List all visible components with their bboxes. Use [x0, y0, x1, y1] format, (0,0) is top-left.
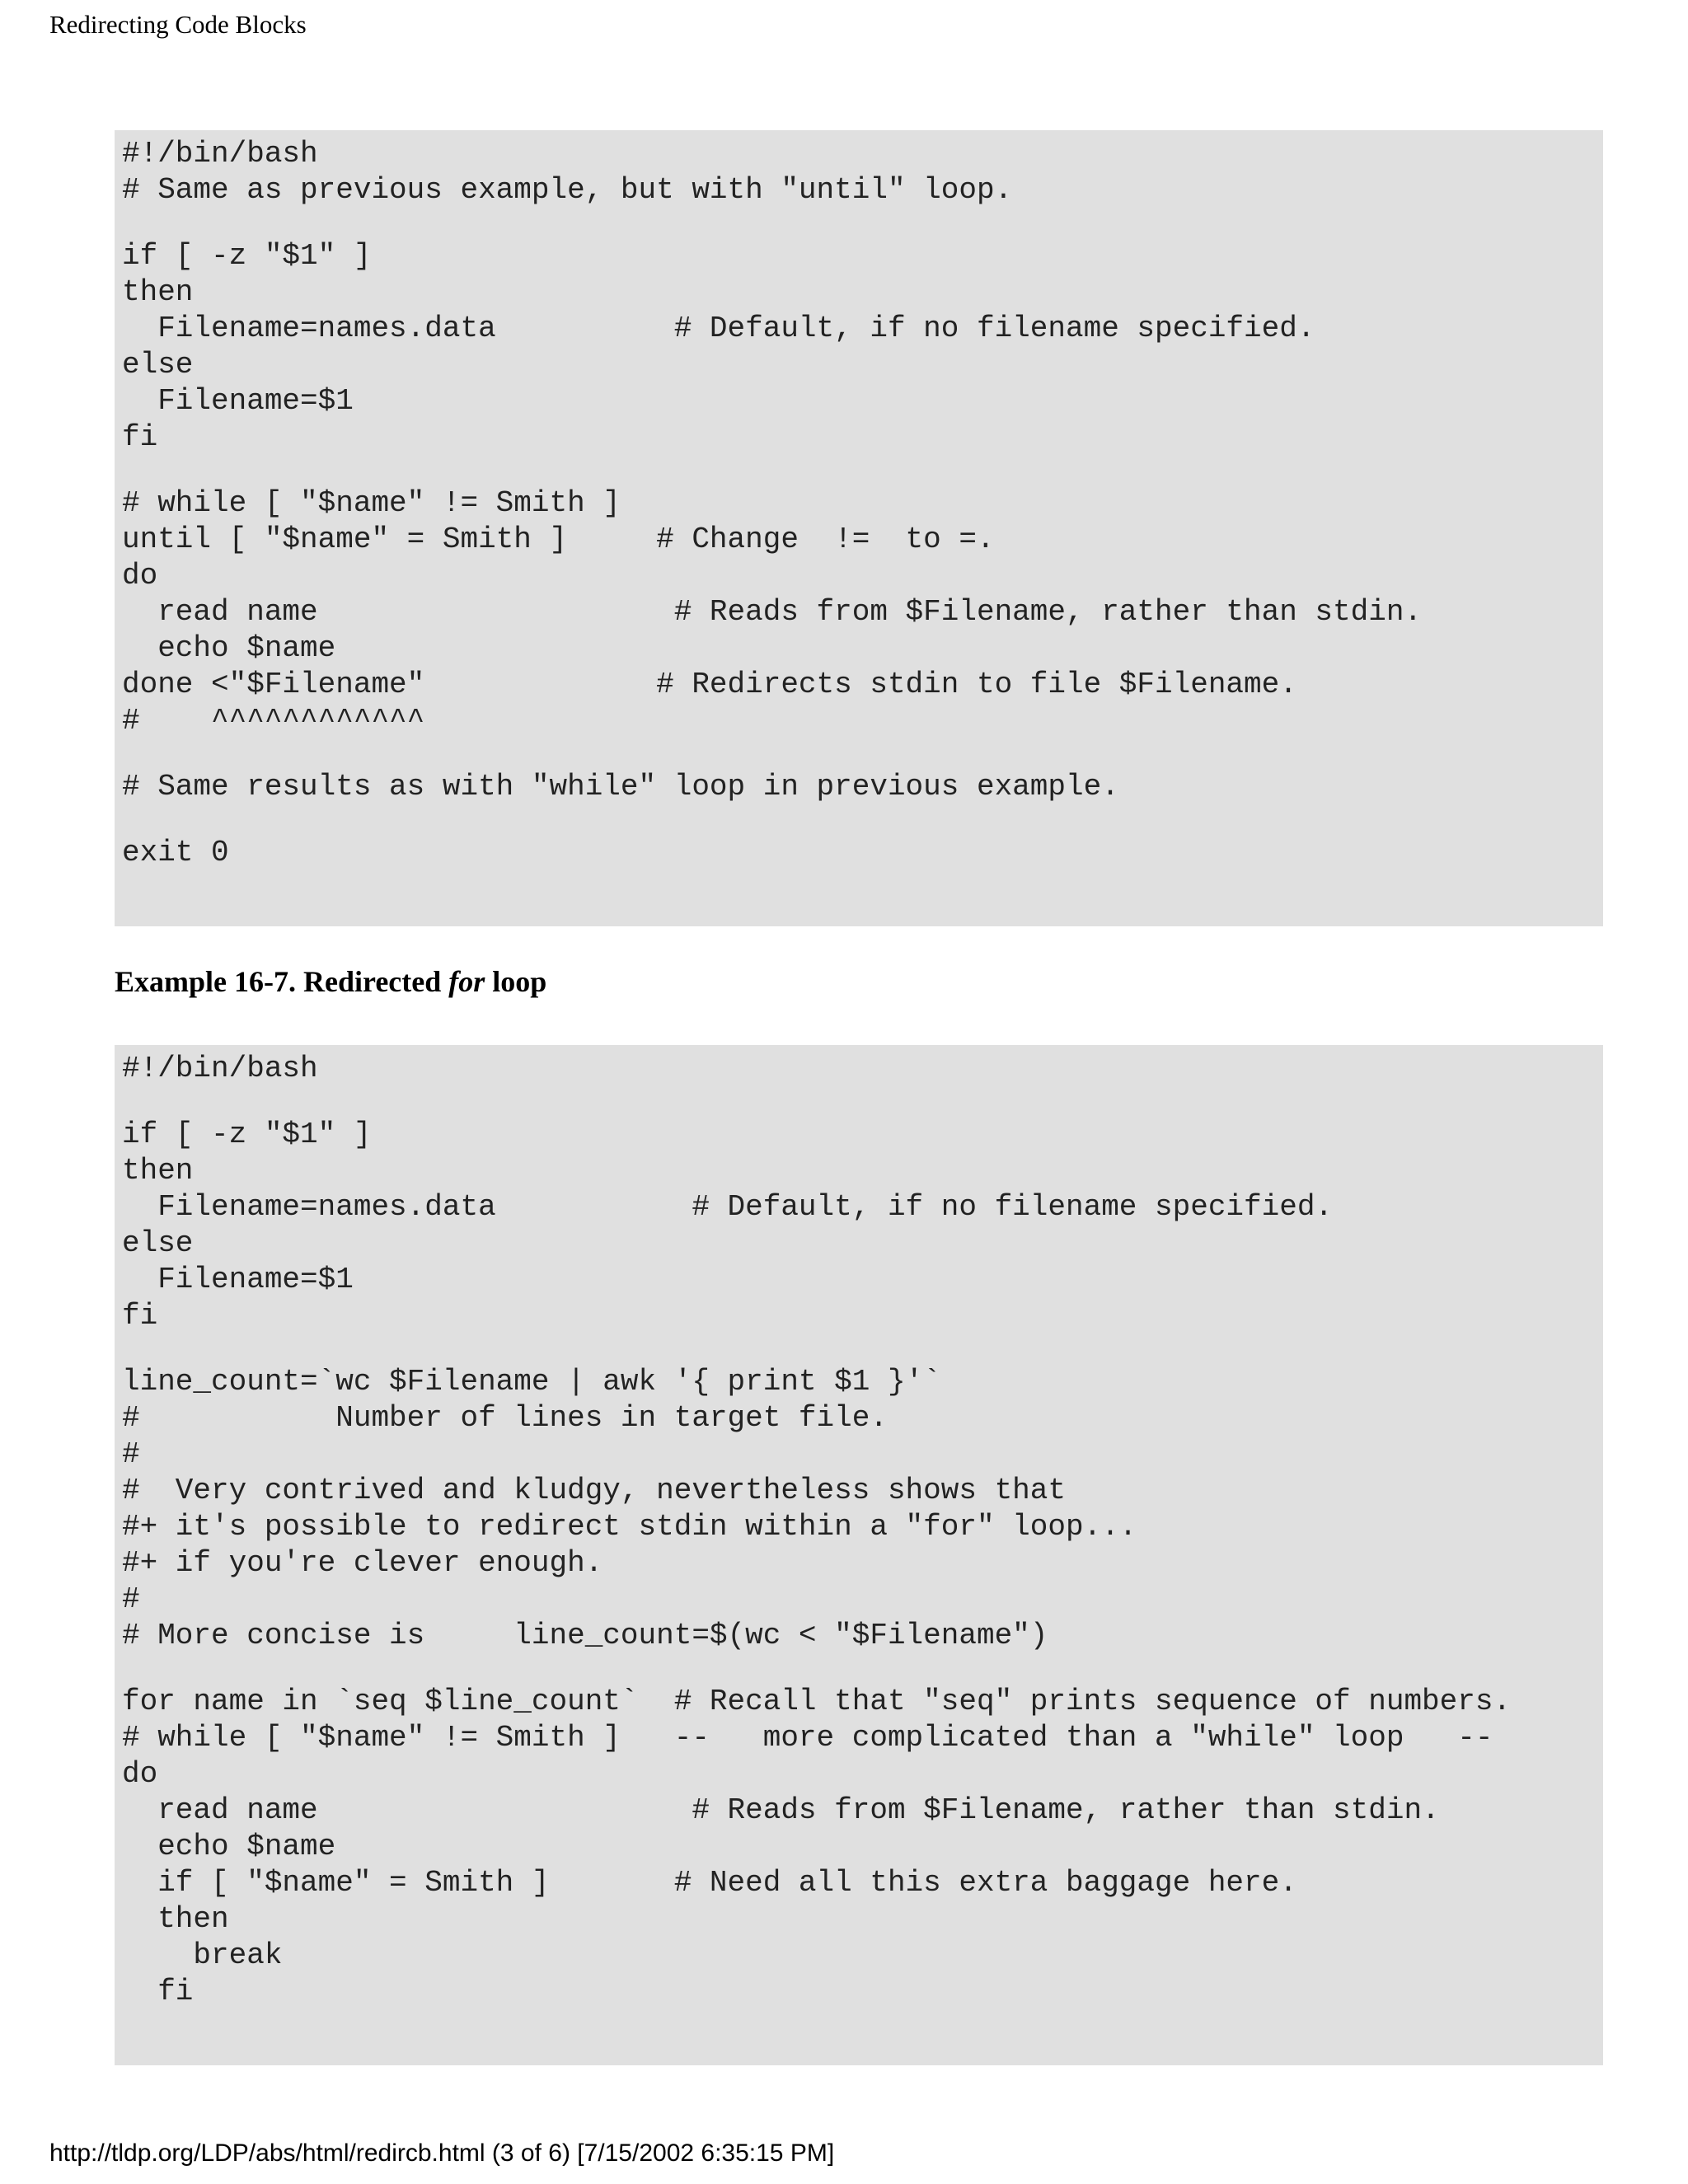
- code-group: [122, 485, 1603, 739]
- code-gap: [122, 1334, 1603, 1364]
- code-line: # while [ "$name" != Smith ] -- more complicated than a "while" loop --: [122, 1721, 1493, 1755]
- code-gap: [122, 209, 1603, 238]
- code-gap: [122, 1654, 1603, 1684]
- code-gap: [122, 456, 1603, 485]
- code-line: if [ -z "$1" ]: [122, 239, 372, 273]
- code-line: # Same as previous example, but with "until" loop.: [122, 173, 1013, 207]
- code-line: do: [122, 1757, 158, 1791]
- code-line: # while [ "$name" != Smith ]: [122, 486, 621, 520]
- code-line: #!/bin/bash: [122, 137, 318, 171]
- example-title: [115, 964, 546, 999]
- code-line: if [ -z "$1" ]: [122, 1118, 372, 1151]
- code-line: Filename=names.data # Default, if no filename specified.: [122, 1190, 1334, 1224]
- code-line: echo $name: [122, 1830, 336, 1863]
- code-line: #!/bin/bash: [122, 1052, 318, 1085]
- code-line: then: [122, 275, 194, 309]
- code-group: [122, 1051, 1603, 1087]
- code-line: if [ "$name" = Smith ] # Need all this extra baggage here.: [122, 1866, 1297, 1900]
- code-line: # Very contrived and kludgy, nevertheless shows that: [122, 1474, 1066, 1507]
- code-line: then: [122, 1154, 194, 1188]
- running-header: Redirecting Code Blocks: [49, 10, 307, 39]
- code-group: [122, 136, 1603, 209]
- code-group: [122, 238, 1603, 456]
- code-gap: [122, 805, 1603, 835]
- code-group: [122, 1684, 1603, 2010]
- code-block-for-loop: [115, 1045, 1603, 2065]
- code-line: # ^^^^^^^^^^^^: [122, 704, 425, 738]
- code-line: else: [122, 1226, 194, 1260]
- code-line: do: [122, 559, 158, 593]
- code-line: #+ if you're clever enough.: [122, 1546, 603, 1580]
- code-line: fi: [122, 1975, 194, 2008]
- code-line: # Same results as with "while" loop in previous example.: [122, 770, 1119, 804]
- code-line: break: [122, 1938, 283, 1972]
- code-line: done <"$Filename" # Redirects stdin to file $Filename.: [122, 668, 1297, 701]
- code-line: Filename=$1: [122, 384, 354, 418]
- code-line: Filename=$1: [122, 1263, 354, 1296]
- code-line: line_count=`wc $Filename | awk '{ print $1 }'`: [122, 1365, 941, 1399]
- example-title-suffix: loop: [485, 965, 547, 998]
- code-line: for name in `seq $line_count` # Recall that "seq" prints sequence of numbers.: [122, 1685, 1512, 1718]
- running-footer-url: http://tldp.org/LDP/abs/html/redircb.html (3 of 6) [7/15/2002 6:35:15 PM]: [49, 2139, 835, 2167]
- code-line: until [ "$name" = Smith ] # Change != to =.: [122, 523, 995, 556]
- code-line: fi: [122, 420, 158, 454]
- code-line: #: [122, 1582, 140, 1616]
- code-group: [122, 1364, 1603, 1654]
- code-line: # More concise is line_count=$(wc < "$Filename"): [122, 1619, 1048, 1652]
- code-group: [122, 1117, 1603, 1334]
- code-line: read name # Reads from $Filename, rather than stdin.: [122, 1793, 1440, 1827]
- code-line: exit 0: [122, 836, 229, 869]
- code-line: then: [122, 1902, 229, 1936]
- code-line: # Number of lines in target file.: [122, 1401, 888, 1435]
- code-group: [122, 835, 1603, 871]
- code-group: [122, 769, 1603, 805]
- code-line: #+ it's possible to redirect stdin within a "for" loop...: [122, 1510, 1137, 1544]
- code-line: Filename=names.data # Default, if no filename specified.: [122, 312, 1315, 345]
- code-gap: [122, 739, 1603, 769]
- code-line: fi: [122, 1299, 158, 1333]
- example-title-keyword: for: [448, 965, 485, 998]
- code-line: else: [122, 348, 194, 382]
- code-gap: [122, 1087, 1603, 1117]
- code-line: read name # Reads from $Filename, rather than stdin.: [122, 595, 1423, 629]
- example-title-prefix: Example 16-7. Redirected: [115, 965, 449, 998]
- code-line: echo $name: [122, 631, 336, 665]
- code-block-until-loop: [115, 130, 1603, 926]
- code-line: #: [122, 1437, 140, 1471]
